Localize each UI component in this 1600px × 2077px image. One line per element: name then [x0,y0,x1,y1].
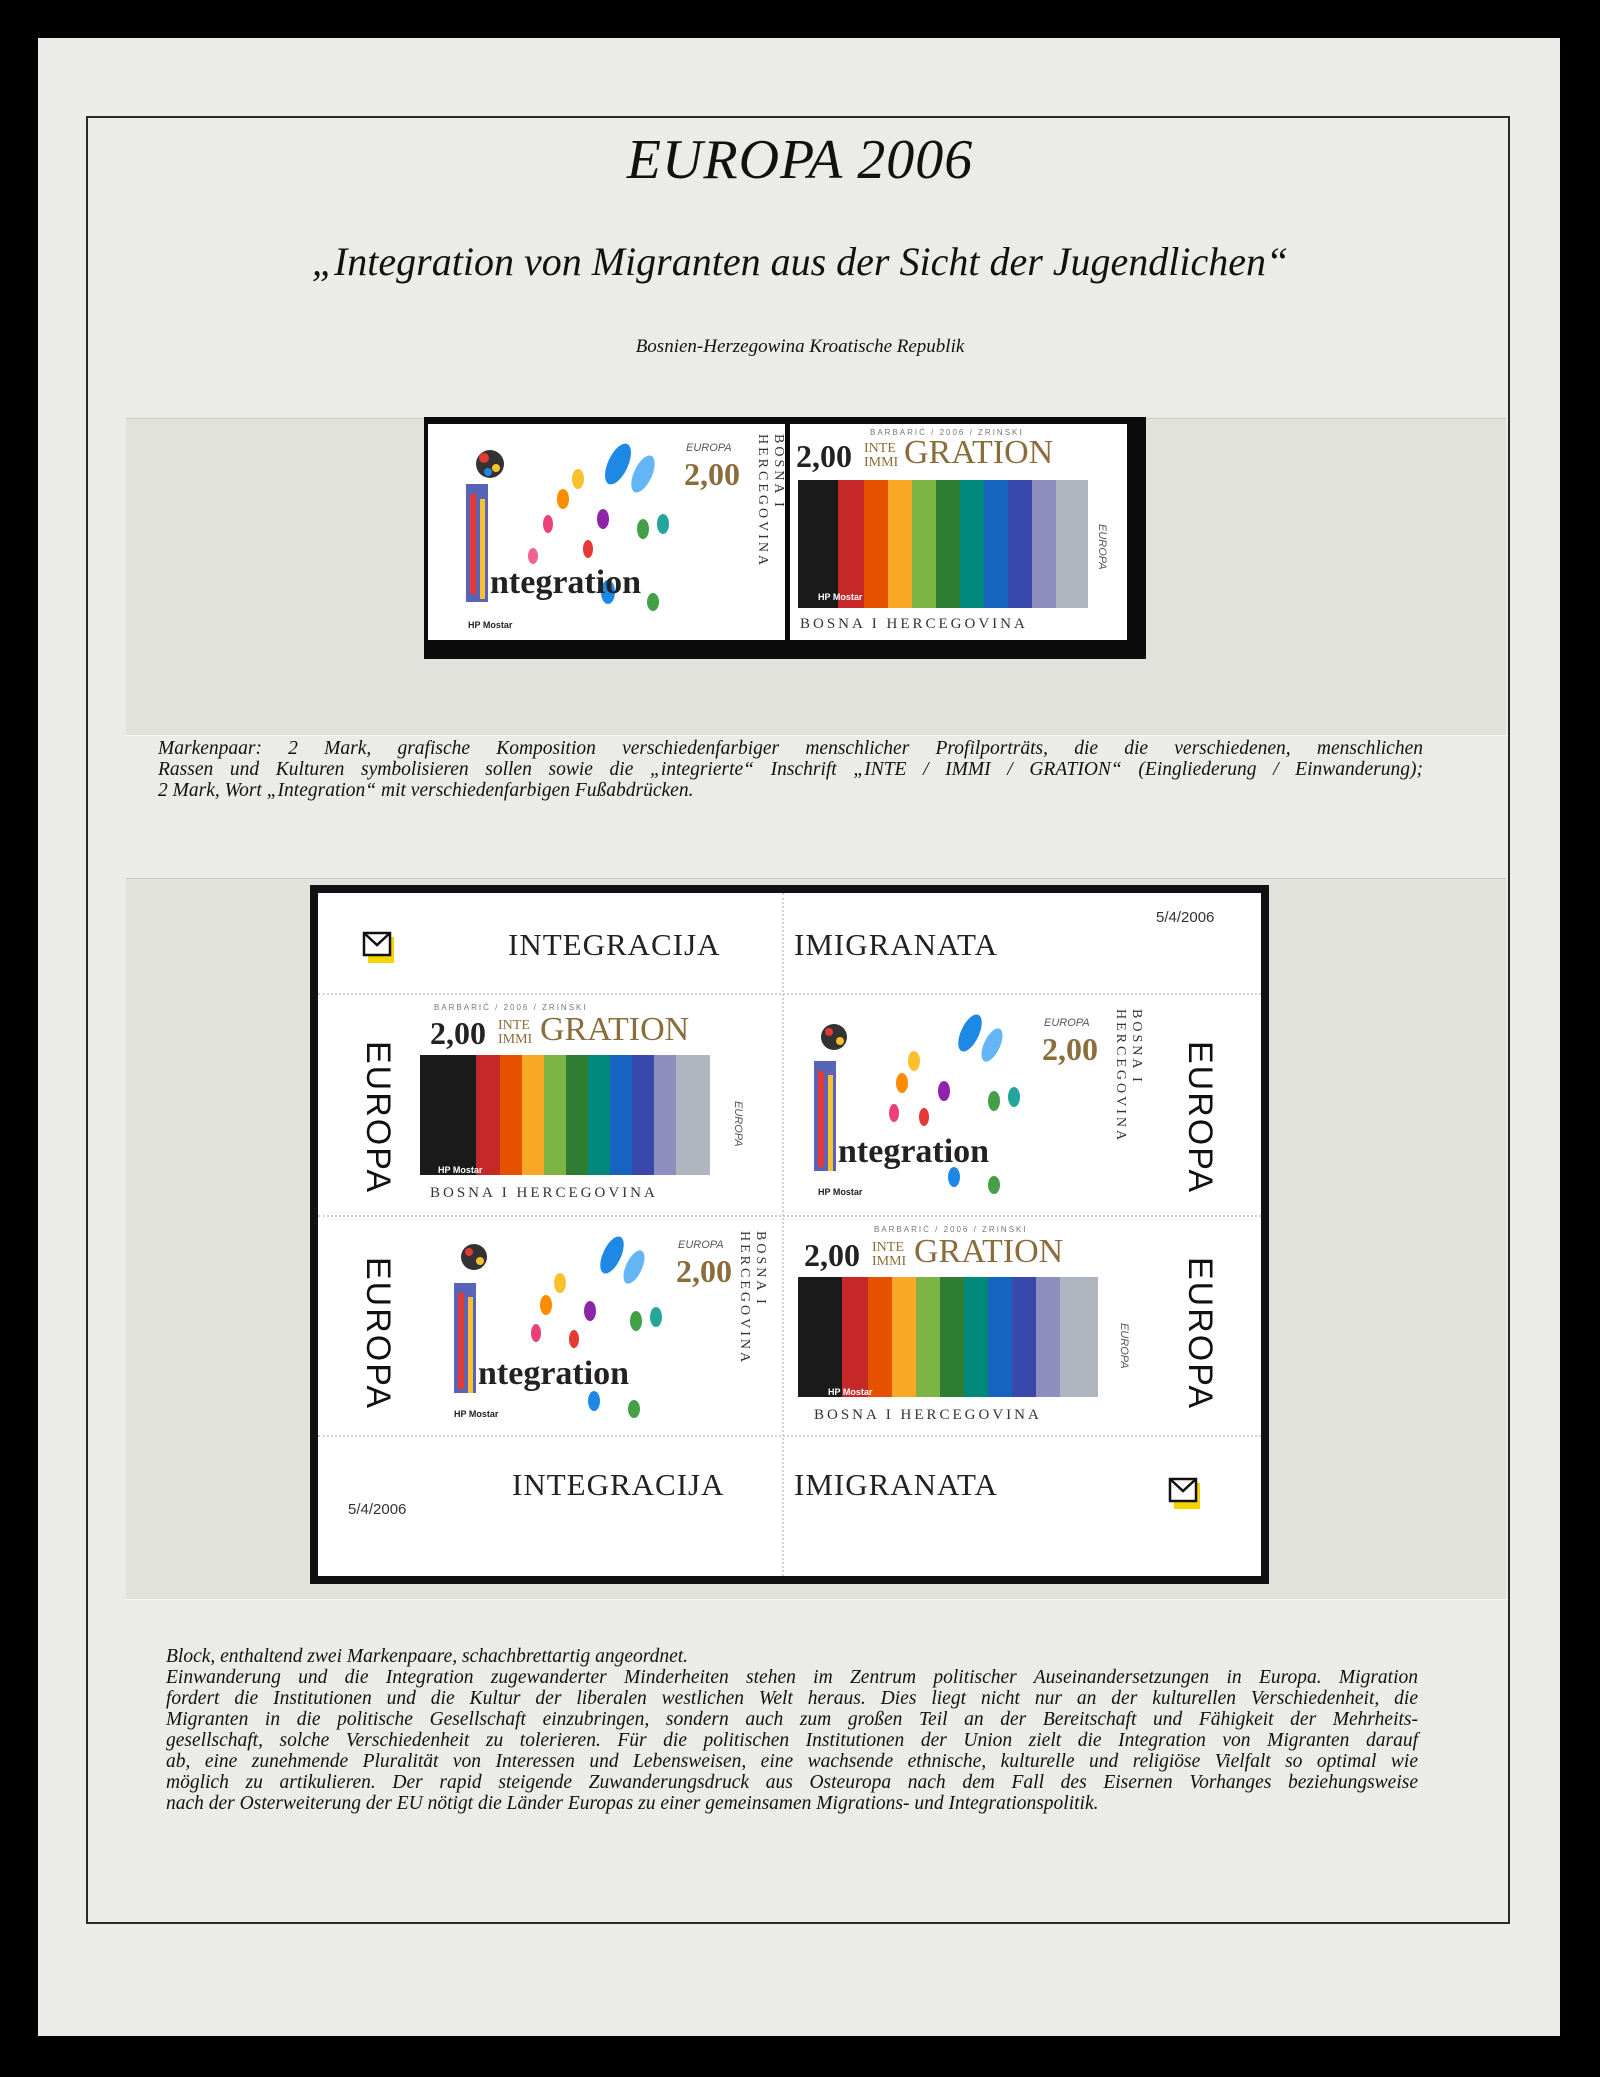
stamp-gration [790,424,1127,640]
profiles-icon [798,480,1088,608]
country-label: Bosnien-Herzegowina Kroatische Republik [635,336,965,357]
sheet-date: 5/4/2006 [1156,909,1215,926]
footprints-icon [794,1001,1154,1207]
pair-description [158,738,1423,801]
block-desc-line: möglich zu artikulieren. Der rapid steigende Zuwanderungsdruck aus Osteuropa nach dem Fall des Eisernen Vorhanges beziehungsweise [166,1772,1418,1793]
block-desc-line: Block, enthaltend zwei Markenpaare, schachbrettartig angeordnet. [166,1646,689,1667]
gration-label: GRATION [914,1233,1064,1270]
europa-label: EUROPA [686,442,732,454]
bottom-perforation [318,1435,1261,1437]
pair-desc-line: Rassen und Kulturen symbolisieren sollen sowie die „integrierte“ Inschrift „INTE / IMMI / GRATION“ (Eingliederung / Einwanderung); [158,759,1423,780]
block-desc-line: ab, eine zunehmende Pluralität von Interessen und Lebensweisen, eine wachsende ethnische, kulturelle und religiöse Vielfalt so optimal wie [166,1751,1418,1772]
europa-label: EUROPA [678,1239,724,1251]
designer-credit: BARBARIĆ / 2006 / ZRINSKI [874,1225,1028,1234]
issuer-label: HP Mostar [818,1187,863,1197]
issuer-label: HP Mostar [454,1409,499,1419]
denomination: 2,00 [684,456,740,492]
immi-label: IMMI [498,1032,533,1047]
top-perforation [318,993,1261,995]
sheet-date-bottom: 5/4/2006 [348,1501,407,1518]
block-desc-line: nach der Osterweiterung der EU nötigt die Länder Europas zu einer gemeinsamen Migrations- und Integrationspolitik. [166,1793,1099,1814]
pair-desc-line: 2 Mark, Wort „Integration“ mit verschiedenfarbigen Fußabdrücken. [158,780,694,801]
country-vertical: BOSNA I HERCEGOVINA [755,434,786,569]
page-title: EUROPA 2006 [626,129,974,191]
sheet-title-right: IMIGRANATA [794,927,998,962]
country-vertical: BOSNA I HERCEGOVINA [1113,1009,1144,1144]
mail-logo-icon [1168,1477,1202,1511]
europa-label: EUROPA [1044,1017,1090,1029]
issuer-label: HP Mostar [828,1387,873,1397]
europa-side-right-top: EUROPA [1181,1041,1219,1195]
profiles-icon [420,1055,710,1175]
denomination: 2,00 [1042,1031,1098,1067]
block-desc-line: Einwanderung und die Integration zugewanderter Minderheiten stehen im Zentrum politischer Auseinandersetzungen in Europa. Migration [166,1667,1418,1688]
designer-credit: BARBARIĆ / 2006 / ZRINSKI [434,1003,588,1012]
block-desc-line: gesellschaft, solche Verschiedenheit zu tolerieren. Für die politischen Institutionen der Union zielt die Integration von Migranten darauf [166,1730,1418,1751]
inte-label: INTE [864,441,896,456]
issuer-label: HP Mostar [818,592,863,602]
sheet-stamp-gration-1 [414,1001,766,1207]
designer-credit: BARBARIĆ / 2006 / ZRINSKI [870,428,1024,437]
center-perforation [782,893,784,1576]
mail-logo-icon [362,931,396,965]
immi-label: IMMI [872,1254,907,1269]
europa-vertical: EUROPA [732,1101,744,1147]
block-desc-line: Migranten in die politische Gesellschaft einzubringen, sondern auch zum großen Teil an der Bereitschaft und Fähigkeit der Mehrheits- [166,1709,1418,1730]
integration-word: ntegration [838,1133,990,1170]
inte-label: INTE [872,1240,904,1255]
europa-side-left-top: EUROPA [359,1041,397,1195]
integration-word: ntegration [478,1355,630,1392]
integration-word: ntegration [490,564,642,601]
pair-desc-line: Markenpaar: 2 Mark, grafische Komposition verschiedenfarbiger menschlicher Profilporträts, die die verschiedenen, menschlichen [158,738,1423,759]
immi-label: IMMI [864,455,899,470]
country-label: BOSNA I HERCEGOVINA [800,616,1028,632]
stamp-integration [428,424,785,640]
issuer-label: HP Mostar [468,620,513,630]
block-description [166,1646,1418,1814]
country-label: BOSNA I HERCEGOVINA [430,1185,658,1201]
inte-label: INTE [498,1018,530,1033]
country-label: BOSNA I HERCEGOVINA [814,1407,1042,1423]
page-subtitle: „Integration von Migranten aus der Sicht der Jugendlichen“ [311,239,1289,284]
sheet-stamp-gration-2 [794,1223,1154,1429]
profiles-icon [798,1277,1098,1397]
gration-label: GRATION [904,434,1054,471]
souvenir-sheet [318,893,1261,1576]
sheet-title-right-bottom: IMIGRANATA [794,1467,998,1502]
block-desc-line: fordert die Institutionen und die Kultur der liberalen westlichen Welt heraus. Dies liegt nicht nur an der kulturellen Verschiedenheit, die [166,1688,1418,1709]
issuer-label: HP Mostar [438,1165,483,1175]
gration-label: GRATION [540,1011,690,1048]
country-vertical: BOSNA I HERCEGOVINA [737,1231,768,1366]
europa-vertical: EUROPA [1096,524,1108,570]
denomination: 2,00 [430,1015,486,1051]
sheet-title-left-bottom: INTEGRACIJA [512,1467,725,1502]
middle-perforation [318,1215,1261,1217]
denomination: 2,00 [804,1237,860,1273]
sheet-stamp-integration-2 [414,1223,766,1429]
denomination: 2,00 [796,438,852,474]
sheet-stamp-integration-1 [794,1001,1154,1207]
sheet-title-left: INTEGRACIJA [508,927,721,962]
europa-side-right-bottom: EUROPA [1181,1257,1219,1411]
europa-side-left-bottom: EUROPA [359,1257,397,1411]
europa-vertical: EUROPA [1118,1323,1130,1369]
denomination: 2,00 [676,1253,732,1289]
